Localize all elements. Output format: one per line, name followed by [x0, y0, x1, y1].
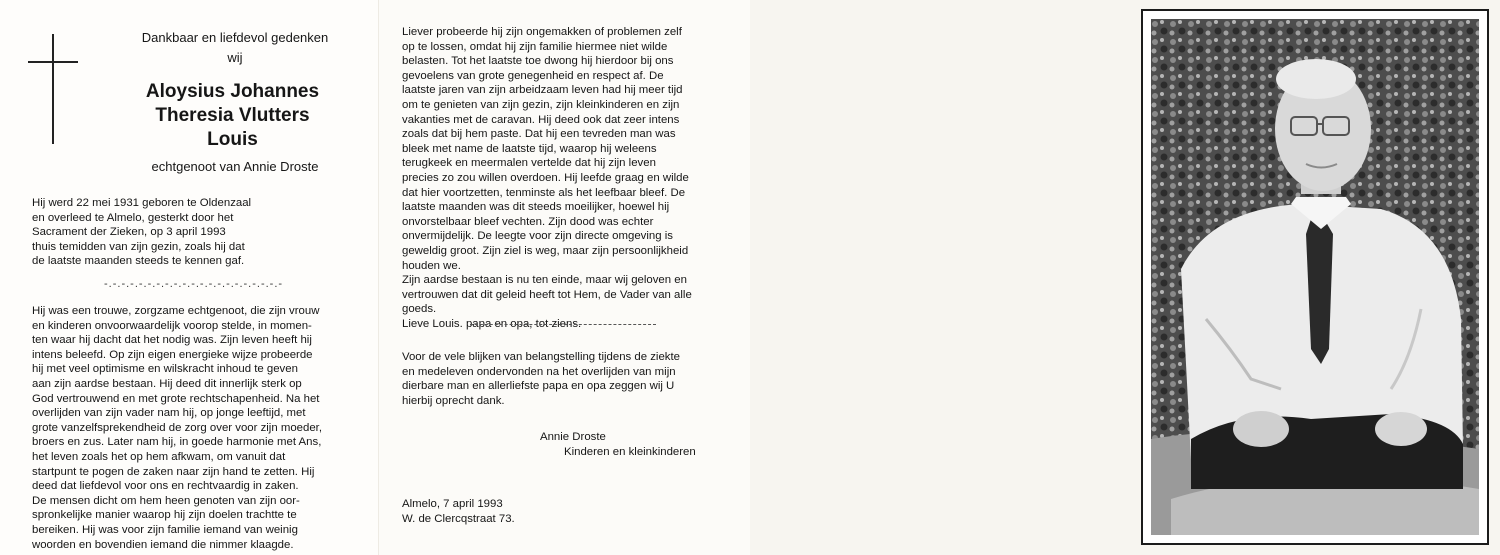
dotted-separator: -.-.-.-.-.-.-.-.-.-.-.-.-.-.-.-.-.-.-.-.-	[104, 278, 284, 290]
deceased-name	[100, 80, 365, 152]
address: W. de Clercqstraat 73.	[402, 512, 515, 525]
place-date: Almelo, 7 april 1993	[402, 498, 503, 510]
intro-line-1: Dankbaar en liefdevol gedenken	[141, 30, 329, 45]
signature-block	[540, 430, 696, 459]
name-line-1: Aloysius Johannes	[145, 81, 320, 102]
signature-family: Kinderen en kleinkinderen	[564, 445, 696, 458]
dashed-separator	[470, 324, 656, 325]
continued-story-paragraph: Liever probeerde hij zijn ongemakken of problemen zelf op te lossen, omdat hij zijn familie hiermee niet wilde belasten. Tot het laatste toe dwong hij hierdoor bij ons gevoelens van grote genegenheid en respect af. De laatste jaren van zijn arbeidzaam leven had hij meer tijd om te genieten van zijn gezin, zijn kleinkinderen en zijn vakanties met de caravan. Hij deed ook dat zeer intens zoals dat bij hem paste. Dat hij een tevreden man was bleek met name de laatste tijd, waarop hij weleens terugkeek en meermalen vertelde dat hij zijn leven precies zo zou willen overdoen. Hij leefde graag en wilde dat hier voortzetten, tenminste als het leefbaar bleef. De laatste maanden was dit steeds moeilijker, hoewel hij onvorstelbaar bleef vechten. Zijn dood was echter onvermijdelijk. De leegte voor zijn directe omgeving is geweldig groot. Zijn ziel is weg, maar zijn persoonlijkheid houden we. Zijn aardse bestaan is nu ten einde, maar wij geloven en vertrouwen dat dit geleid heeft tot Hem, de Vader van alle goeds. Lieve Louis. papa en opa, tot ziens.	[402, 26, 692, 330]
intro-line-2: wij	[227, 50, 243, 65]
life-story-paragraph: Hij was een trouwe, zorgzame echtgenoot, die zijn vrouw en kinderen onvoorwaardelijk voorop stelde, in momen- ten waar hij dacht dat het nodig was. Zijn leven heeft hij intens beleefd. Op zijn eigen energieke wijze probeerde hij met veel optimisme en wilskracht inhoud te geven aan zijn aardse bestaan. Hij deed dit innerlijk sterk op God vertrouwend en met grote rechtschapenheid. Na het overlijden van zijn vader nam hij, op jonge leeftijd, met grote vanzelfsprekendheid de zorg over voor zijn moeder, broers en zus. Later nam hij, in goede harmonie met Ans, het leven zoals het op hem afkwam, om vanuit dat startpunt te pogen de zaken naar zijn hand te zetten. Hij deed dat liefdevol voor ons en rechtvaardig in zaken. De mensen dicht om hem heen genoten van zijn oor- spronkelijke manier waarop hij zijn doelen trachtte te bereiken. Hij was voor zijn familie iemand van weinig woorden en bovendien iemand die nimmer klaagde.	[32, 305, 322, 551]
intro-text	[100, 28, 370, 68]
thanks-paragraph: Voor de vele blijken van belangstelling tijdens de ziekte en medeleven ondervonden na het overlijden van mijn dierbare man en allerliefste papa en opa zeggen wij U hierbij oprecht dank.	[402, 351, 680, 407]
birth-death-paragraph: Hij werd 22 mei 1931 geboren te Oldenzaal en overleed te Almelo, gesterkt door het Sacrament der Zieken, op 3 april 1993 thuis temidden van zijn gezin, zoals hij dat de laatste maanden steeds te kennen gaf.	[32, 197, 252, 268]
portrait-frame	[1141, 9, 1489, 545]
spouse-line: echtgenoot van Annie Droste	[151, 159, 319, 174]
name-line-3: Louis	[207, 129, 258, 150]
name-line-2: Theresia Vlutters	[155, 105, 310, 126]
cross-icon	[52, 34, 54, 144]
place-date-block	[402, 497, 515, 526]
signature-name: Annie Droste	[540, 431, 606, 443]
portrait-photo	[1151, 19, 1479, 535]
left-page	[0, 0, 378, 555]
portrait-illustration	[1151, 19, 1479, 535]
cross-icon-bar	[28, 61, 78, 63]
